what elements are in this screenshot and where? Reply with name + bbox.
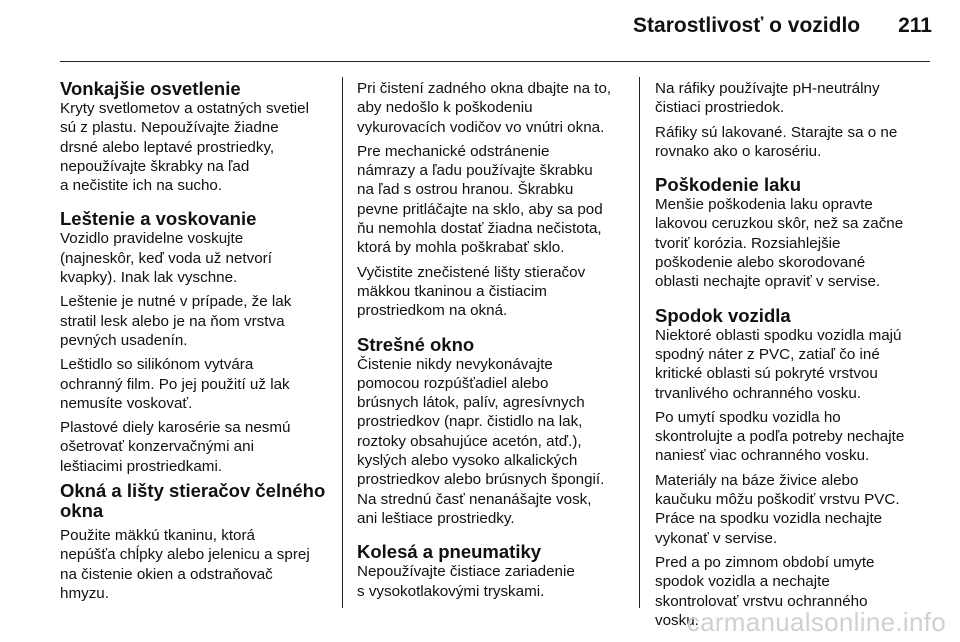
column-divider bbox=[639, 77, 640, 608]
paragraph: Kryty svetlometov a ostatných svetiel sú z plastu. Nepoužívajte žiadne drsné alebo leptavé prostriedky, nepoužívajte škrabky na ľad a nečistite ich na sucho. bbox=[60, 100, 310, 195]
paragraph: Ráfiky sú lakované. Starajte sa o ne rovnako ako o karosériu. bbox=[655, 123, 898, 160]
page-title: Starostlivosť o vozidlo bbox=[633, 14, 861, 37]
paragraph: Na ráfiky používajte pH-neutrálny čistiaci prostriedok. bbox=[655, 80, 880, 117]
column-divider bbox=[342, 77, 343, 608]
column-left bbox=[60, 79, 330, 603]
paragraph: Niektoré oblasti spodku vozidla majú spodný náter z PVC, zatiaľ čo iné kritické oblasti sú pokryté vrstvou trvanlivého ochranného vosku. bbox=[655, 326, 902, 402]
paragraph: Čistenie nikdy nevykonávajte pomocou rozpúšťadiel alebo brúsnych látok, palív, agresívnych prostriedkov (napr. čistidlo na lak, roztoky obsahujúce acetón, atď.), kyslých alebo vysoko alkalických prostriedkov alebo brúsnych špongií. Na strednú časť nenanášajte vosk, ani leštiace prostriedky. bbox=[357, 355, 605, 527]
paragraph: Použite mäkkú tkaninu, ktorá nepúšťa chĺpky alebo jelenicu a sprej na čistenie okien a odstraňovač hmyzu. bbox=[60, 527, 310, 602]
column-middle bbox=[357, 79, 627, 601]
paragraph: Pred a po zimnom období umyte spodok vozidla a nechajte skontrolovať vrstvu ochranného vosku. bbox=[655, 553, 875, 629]
paragraph: Leštidlo so silikónom vytvára ochranný film. Po jej použití už lak nemusíte voskovať. bbox=[60, 356, 290, 412]
section-heading-polishing: Leštenie a voskovanie bbox=[60, 208, 257, 230]
section-heading-paint-damage: Poškodenie laku bbox=[655, 174, 801, 196]
paragraph: Plastové diely karosérie sa nesmú ošetrovať konzervačnými ani leštiacimi prostriedkami. bbox=[60, 419, 291, 475]
paragraph: Materiály na báze živice alebo kaučuku môžu poškodiť vrstvu PVC. Práce na spodku vozidla nechajte vykonať v servise. bbox=[655, 471, 900, 547]
paragraph: Menšie poškodenia laku opravte lakovou ceruzkou skôr, než sa začne tvoriť korózia. Rozsiahlejšie poškodenie alebo skorodované oblasti nechajte opraviť v servise. bbox=[655, 196, 904, 291]
paragraph: Pre mechanické odstránenie námrazy a ľadu používajte škrabku na ľad s ostrou hranou. Škrabku pevne pritláčajte na sklo, aby sa pod ňu nemohla dostať žiadna nečistota, ktorá by mohla poškrabať sklo. bbox=[357, 142, 603, 257]
column-right bbox=[655, 79, 931, 630]
header-rule bbox=[60, 61, 930, 62]
section-heading-exterior-lights: Vonkajšie osvetlenie bbox=[60, 78, 241, 99]
paragraph: Nepoužívajte čistiace zariadenie s vysokotlakovými tryskami. bbox=[357, 563, 575, 600]
section-heading-underbody: Spodok vozidla bbox=[655, 304, 791, 326]
paragraph: Pri čistení zadného okna dbajte na to, aby nedošlo k poškodeniu vykurovacích vodičov vo vnútri okna. bbox=[357, 80, 612, 136]
paragraph: Vozidlo pravidelne voskujte (najneskôr, keď voda už netvorí kvapky). Inak lak vyschne. bbox=[60, 230, 272, 287]
watermark: carmanualsonline.info bbox=[686, 607, 946, 637]
section-heading-windows: Okná a lišty stieračov čelného okna bbox=[60, 480, 326, 522]
page-number: 211 bbox=[898, 14, 932, 37]
page-header bbox=[633, 14, 932, 38]
paragraph: Leštenie je nutné v prípade, že lak stratil lesk alebo je na ňom vrstva pevných usadenín. bbox=[60, 293, 292, 349]
section-heading-wheels: Kolesá a pneumatiky bbox=[357, 541, 542, 563]
paragraph: Po umytí spodku vozidla ho skontrolujte a podľa potreby nechajte naniesť viac ochranného vosku. bbox=[655, 408, 905, 465]
section-heading-sunroof: Strešné okno bbox=[357, 333, 475, 355]
paragraph: Vyčistite znečistené lišty stieračov mäkkou tkaninou a čistiacim prostriedkom na okná. bbox=[357, 263, 586, 320]
